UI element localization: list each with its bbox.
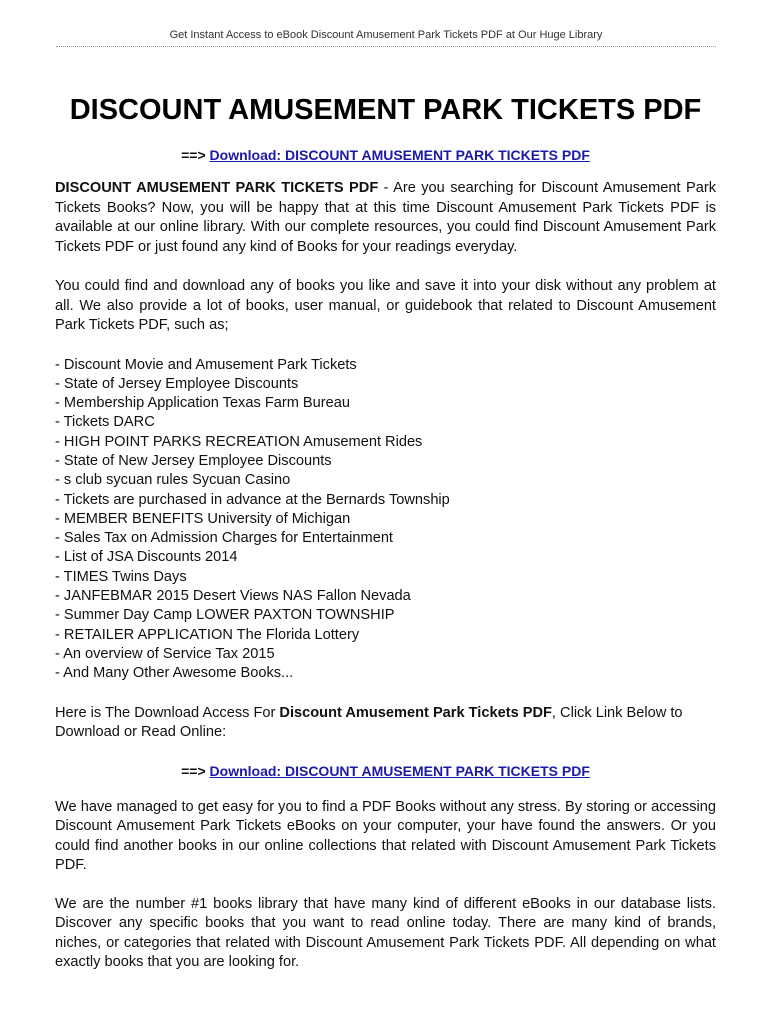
- download-arrow: ==>: [181, 147, 206, 163]
- list-item: - State of Jersey Employee Discounts: [55, 375, 299, 392]
- list-item: - RETAILER APPLICATION The Florida Lottery: [55, 626, 360, 643]
- list-item: - Tickets DARC: [55, 414, 155, 431]
- document-body: [55, 92, 716, 973]
- list-item: - State of New Jersey Employee Discounts: [55, 452, 332, 469]
- header-divider: [56, 46, 716, 47]
- download-link-top[interactable]: Download: DISCOUNT AMUSEMENT PARK TICKETS PDF: [209, 147, 590, 163]
- download-link-bottom[interactable]: Download: DISCOUNT AMUSEMENT PARK TICKETS PDF: [209, 762, 590, 779]
- download-line-bottom: [55, 763, 716, 779]
- intro-paragraph: [55, 179, 716, 257]
- download-line-top: [55, 147, 716, 163]
- list-item: - Discount Movie and Amusement Park Tickets: [55, 356, 357, 373]
- list-item: - MEMBER BENEFITS University of Michigan: [55, 510, 351, 527]
- list-item: - TIMES Twins Days: [55, 568, 187, 585]
- list-item: - Membership Application Texas Farm Bureau: [55, 395, 350, 412]
- access-bold-title: Discount Amusement Park Tickets PDF: [279, 704, 552, 721]
- top-header-line: Get Instant Access to eBook Discount Amusement Park Tickets PDF at Our Huge Library: [169, 29, 603, 41]
- access-text-after: , Click Link Below to Download or Read Online:: [55, 704, 683, 741]
- list-item: - Sales Tax on Admission Charges for Entertainment: [55, 530, 393, 547]
- list-item: - JANFEBMAR 2015 Desert Views NAS Fallon Nevada: [55, 588, 411, 605]
- intro-text: - Are you searching for Discount Amusement Park Tickets Books? Now, you will be happy that at this time Discount Amusement Park Tickets PDF is available at our online library. With our complete resources, you could find Discount Amusement Park Tickets PDF or just found any kind of Books for your readings everyday.: [55, 180, 716, 255]
- access-text-before: Here is The Download Access For: [55, 704, 280, 721]
- find-books-paragraph: You could find and download any of books you like and save it into your disk without any problem at all. We also provide a lot of books, user manual, or guidebook that related to Discount Amusement Park Tickets PDF, such as;: [55, 278, 716, 333]
- related-books-list: [55, 356, 716, 684]
- list-item: - List of JSA Discounts 2014: [55, 549, 238, 566]
- page-title: DISCOUNT AMUSEMENT PARK TICKETS PDF: [69, 94, 702, 126]
- list-item: - Summer Day Camp LOWER PAXTON TOWNSHIP: [55, 607, 395, 624]
- download-access-paragraph: [55, 704, 716, 743]
- list-item: - Tickets are purchased in advance at the Bernards Township: [55, 491, 450, 508]
- list-item: - And Many Other Awesome Books...: [55, 665, 294, 682]
- library-paragraph: We are the number #1 books library that have many kind of different eBooks in our database lists. Discover any specific books that you want to read online today. There are many kind of brands, niches, or categories that related with Discount Amusement Park Tickets PDF. All depending on what exactly books that you are looking for.: [55, 895, 716, 971]
- list-item: - An overview of Service Tax 2015: [55, 645, 275, 662]
- list-item: - s club sycuan rules Sycuan Casino: [55, 472, 291, 489]
- download-arrow: ==>: [181, 762, 206, 779]
- list-item: - HIGH POINT PARKS RECREATION Amusement Rides: [55, 433, 423, 450]
- easy-access-paragraph: We have managed to get easy for you to find a PDF Books without any stress. By storing or accessing Discount Amusement Park Tickets eBooks on your computer, your have found the answers. Or you could find another books in our online collections that related with Discount Amusement Park Tickets PDF.: [55, 798, 716, 874]
- intro-bold-lead: DISCOUNT AMUSEMENT PARK TICKETS PDF: [55, 180, 379, 196]
